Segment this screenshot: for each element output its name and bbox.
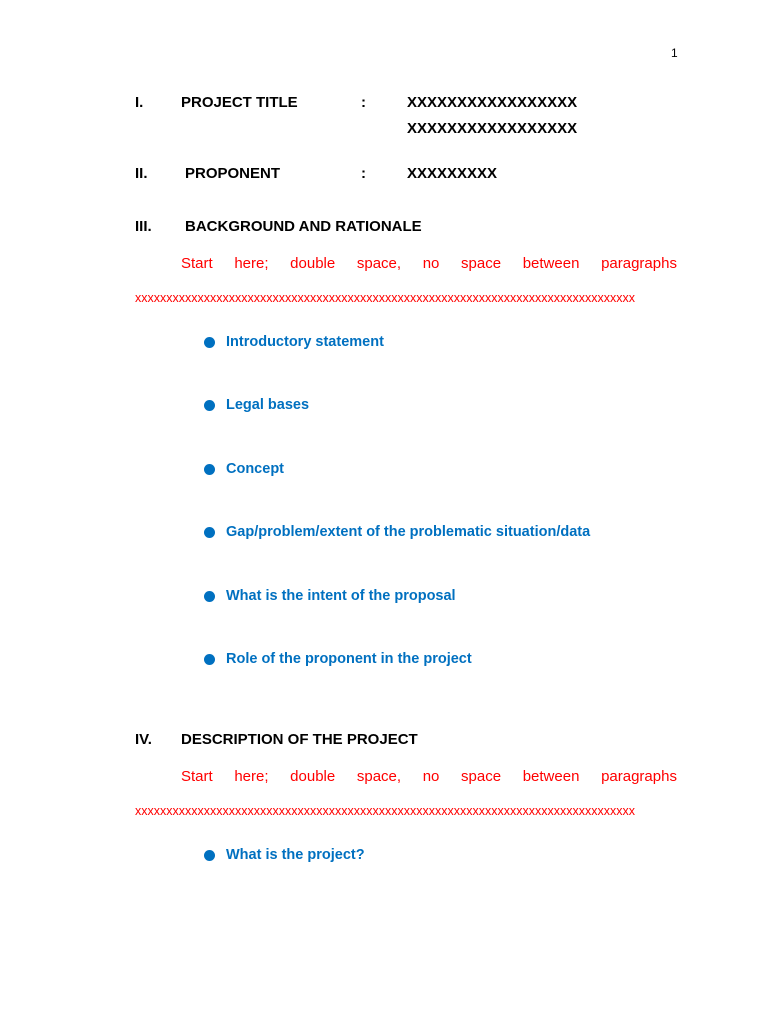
instruction-word: space: [461, 768, 502, 785]
bullet-text: Gap/problem/extent of the problematic situation/data: [226, 524, 591, 540]
section-2-title: PROPONENT: [185, 165, 281, 182]
bullet-item: [204, 847, 365, 863]
project-title-value-line-2: XXXXXXXXXXXXXXXXX: [407, 120, 578, 137]
instruction-word: paragraphs: [601, 768, 677, 785]
instruction-word: here;: [234, 768, 269, 785]
bullet-item: [204, 588, 456, 604]
bullet-dot-icon: [204, 464, 215, 475]
bullet-text: Legal bases: [226, 397, 310, 413]
instruction-word: double: [290, 255, 336, 272]
bullet-item: [204, 524, 590, 540]
section-2-colon: :: [361, 165, 366, 182]
instruction-word: double: [290, 768, 336, 785]
bullet-item: [204, 334, 384, 350]
instruction-word: here;: [234, 255, 269, 272]
bullet-text: Role of the proponent in the project: [226, 651, 472, 667]
page-number: 1: [671, 46, 678, 60]
section-3-instruction: [181, 255, 677, 272]
bullet-dot-icon: [204, 654, 215, 665]
section-4-filler: xxxxxxxxxxxxxxxxxxxxxxxxxxxxxxxxxxxxxxxxxxxxxxxxxxxxxxxxxxxxxxxxxxxxxxxxxxxxxxxx: [135, 804, 635, 818]
bullet-text: Concept: [226, 461, 284, 477]
section-1-title: PROJECT TITLE: [181, 94, 298, 111]
section-4-instruction: [181, 768, 677, 785]
section-2-numeral: II.: [135, 165, 148, 182]
section-3-title: BACKGROUND AND RATIONALE: [185, 218, 422, 235]
section-3-filler: xxxxxxxxxxxxxxxxxxxxxxxxxxxxxxxxxxxxxxxxxxxxxxxxxxxxxxxxxxxxxxxxxxxxxxxxxxxxxxxx: [135, 291, 635, 305]
bullet-item: [204, 461, 284, 477]
bullet-dot-icon: [204, 337, 215, 348]
bullet-text: What is the intent of the proposal: [226, 588, 456, 604]
bullet-dot-icon: [204, 850, 215, 861]
bullet-text: Introductory statement: [226, 334, 384, 350]
section-1-numeral: I.: [135, 94, 144, 111]
instruction-word: space: [461, 255, 502, 272]
proponent-value: XXXXXXXXX: [407, 165, 498, 182]
bullet-dot-icon: [204, 527, 215, 538]
bullet-dot-icon: [204, 400, 215, 411]
project-title-value-line-1: XXXXXXXXXXXXXXXXX: [407, 94, 578, 111]
instruction-word: Start: [181, 768, 213, 785]
bullet-text: What is the project?: [226, 847, 365, 863]
section-4-title: DESCRIPTION OF THE PROJECT: [181, 731, 418, 748]
bullet-item: [204, 397, 309, 413]
instruction-word: between: [522, 768, 580, 785]
instruction-word: no: [422, 255, 440, 272]
section-1-colon: :: [361, 94, 366, 111]
instruction-word: between: [522, 255, 580, 272]
instruction-word: paragraphs: [601, 255, 677, 272]
bullet-item: [204, 651, 472, 667]
section-4-numeral: IV.: [135, 731, 152, 748]
instruction-word: space,: [356, 255, 402, 272]
bullet-dot-icon: [204, 591, 215, 602]
instruction-word: space,: [356, 768, 402, 785]
instruction-word: no: [422, 768, 440, 785]
instruction-word: Start: [181, 255, 213, 272]
section-3-numeral: III.: [135, 218, 152, 235]
